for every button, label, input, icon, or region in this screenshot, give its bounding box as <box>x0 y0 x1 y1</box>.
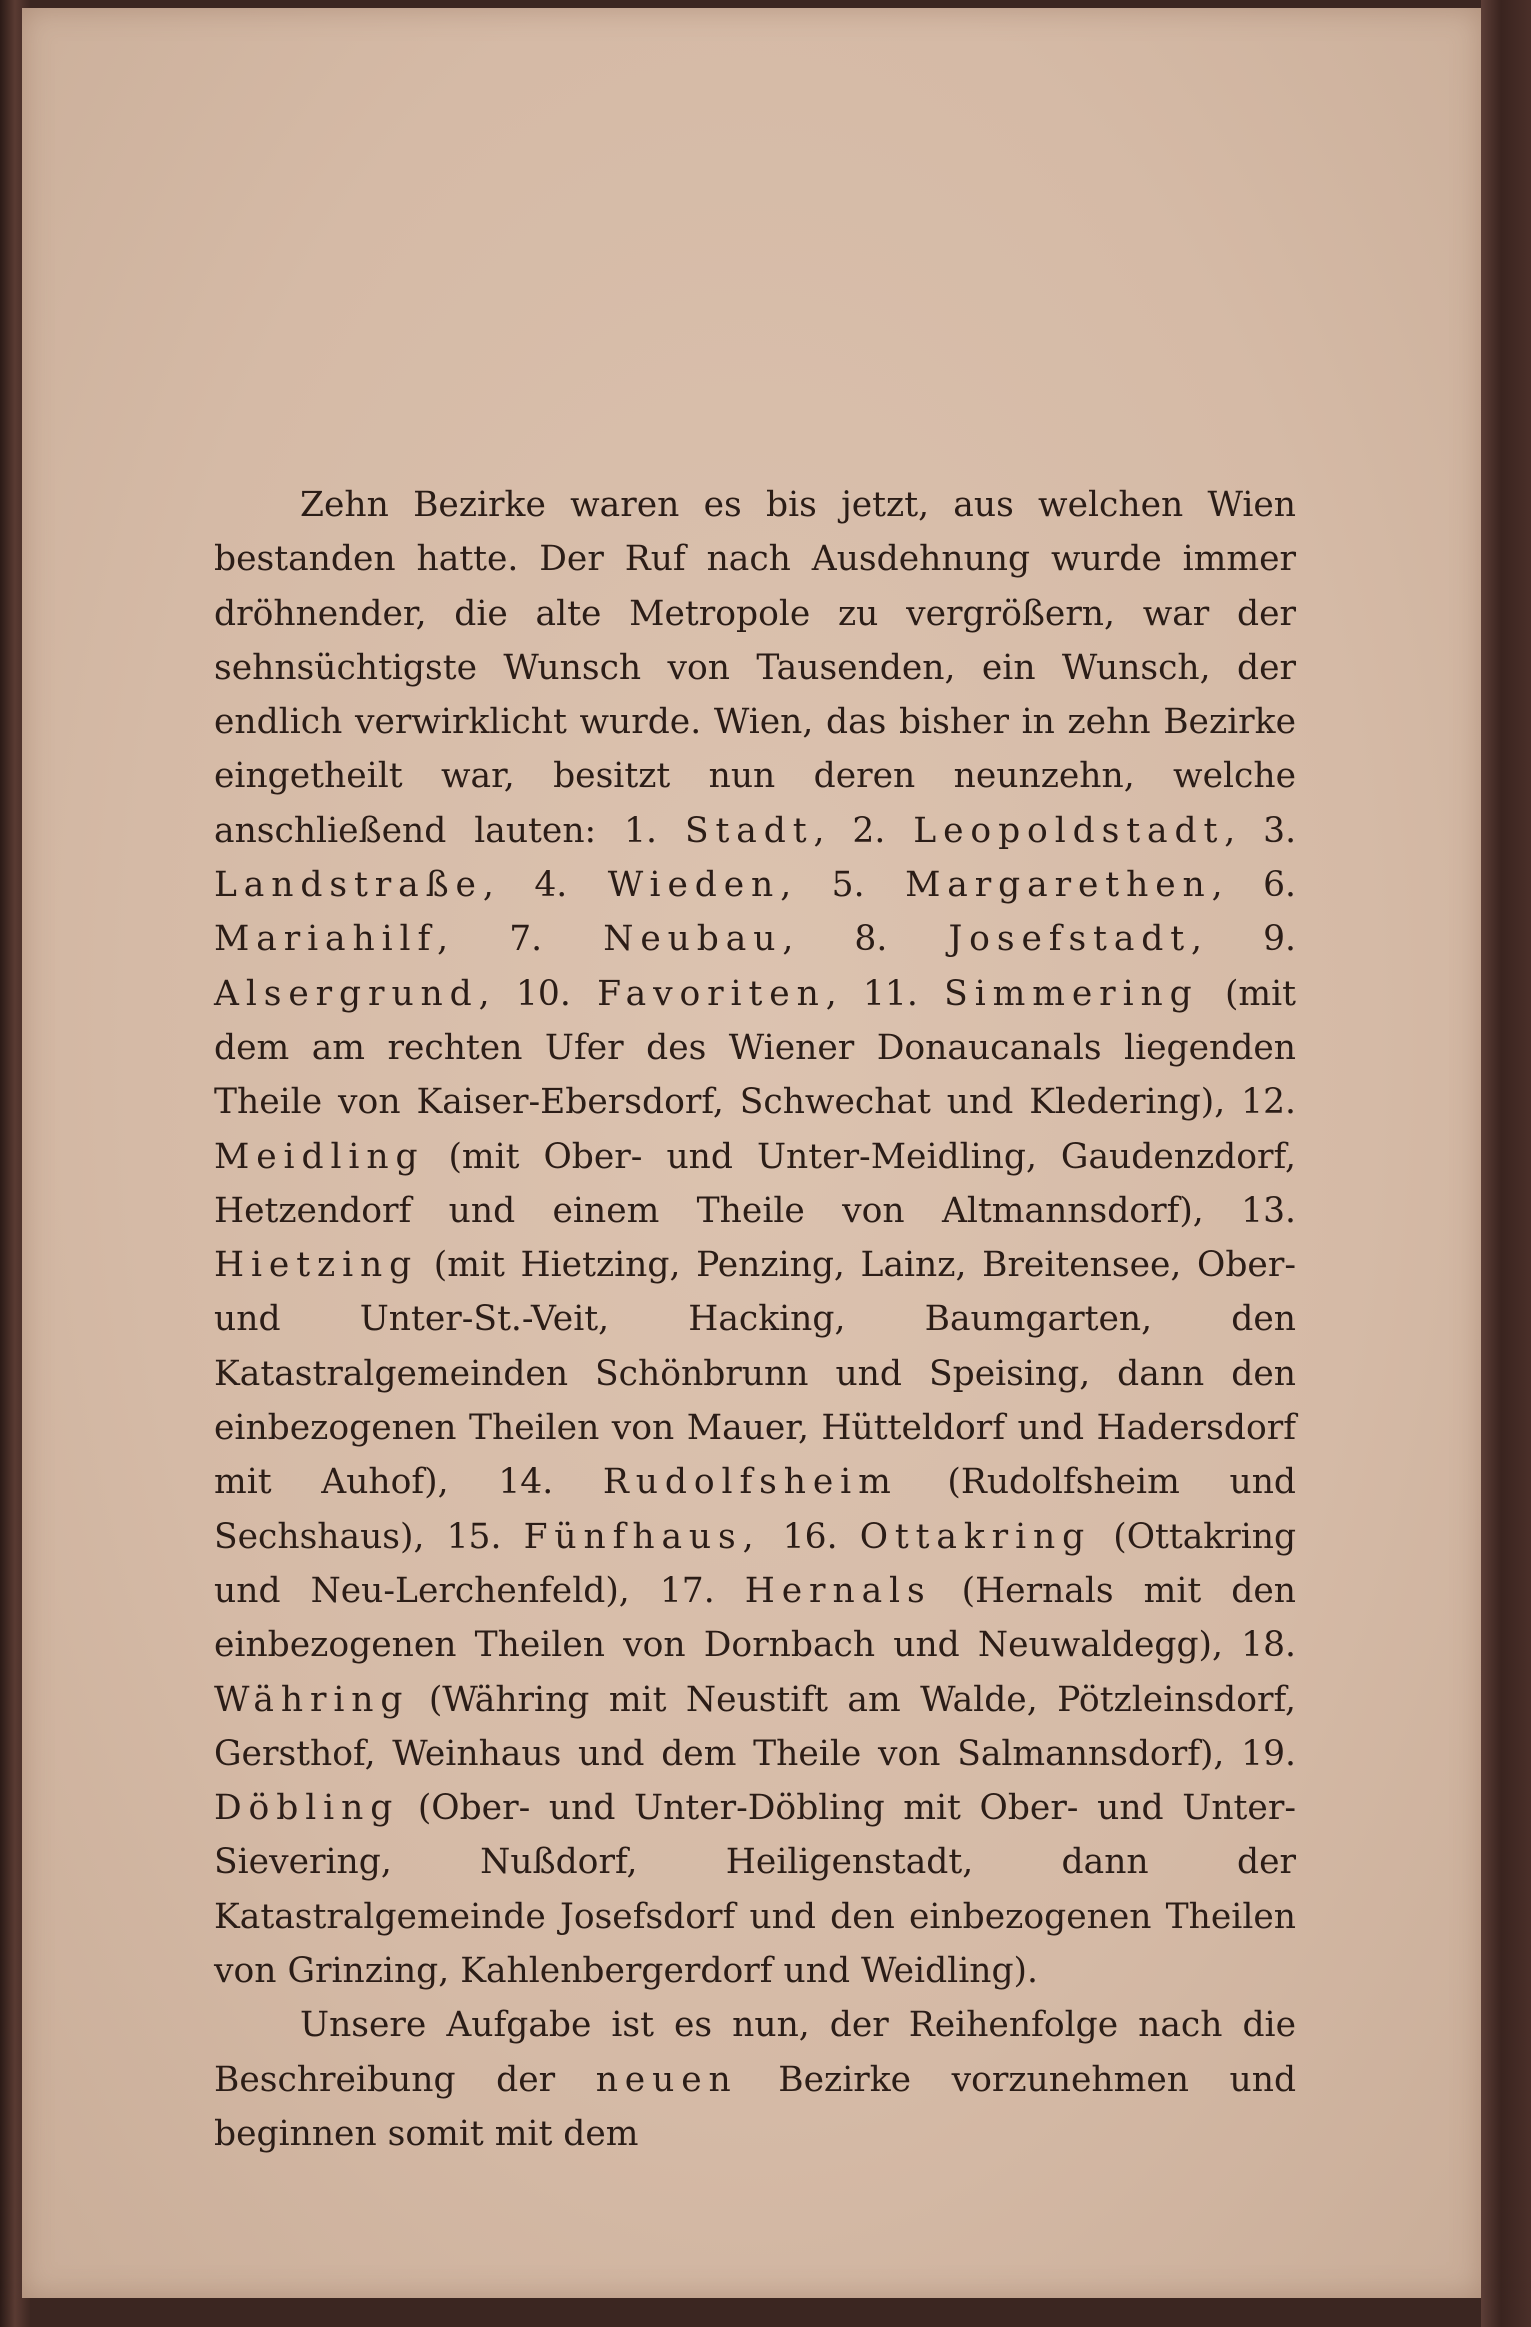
district-name: Simmering <box>944 973 1199 1014</box>
district-name: Leopoldstadt <box>913 810 1225 851</box>
task-text: Unsere Aufgabe ist es nun, der Reihenfolge nach die Beschreibung der <box>214 2005 1296 2100</box>
district-name: Alsergrund <box>214 973 479 1014</box>
district-number: 7. <box>509 919 543 960</box>
district-name: Ottakring <box>859 1516 1092 1557</box>
district-number: 19. <box>1241 1733 1296 1774</box>
district-number: 16. <box>782 1516 838 1557</box>
district-name: Favoriten <box>597 973 826 1014</box>
district-name: Döbling <box>214 1788 400 1829</box>
district-name: Mariahilf <box>214 919 438 960</box>
district-number: 14. <box>498 1462 554 1503</box>
district-name: Währing <box>214 1679 410 1720</box>
district-number: 17. <box>659 1570 715 1611</box>
district-number: 18. <box>1241 1625 1297 1666</box>
district-number: 15. <box>446 1516 502 1557</box>
intro-text: Zehn Bezirke waren es bis jetzt, aus welchen Wien bestanden hatte. Der Ruf nach Ausdehnung wurde immer dröhnender, die alte Metropole zu vergrößern, war der sehnsüchtigste Wunsch von Tausenden, ein Wunsch, der endlich verwirklicht wurde. Wien, das bisher in zehn Bezirke eingetheilt war, besitzt nun deren neunzehn, welche anschließend lauten: <box>214 485 1296 851</box>
paragraph-task <box>214 1998 1296 2161</box>
district-name: Rudolfsheim <box>602 1462 898 1503</box>
district-note: (mit Ober- und Unter-Meidling, Gaudenzdorf, Hetzendorf und einem Theile von Altmannsdorf), <box>214 1136 1297 1231</box>
district-note: (mit dem am rechten Ufer des Wiener Donaucanals liegenden Theile von Kaiser-Ebersdorf, Schwechat und Kledering), <box>214 973 1297 1123</box>
page-edge-right <box>1481 0 1531 2327</box>
district-number: 12. <box>1241 1082 1296 1123</box>
district-note: (mit Hietzing, Penzing, Lainz, Breitensee, Ober- und Unter-St.-Veit, Hacking, Baumgarten, den Katastralgemeinden Schönbrunn und Speising, dann den einbezogenen Theilen von Mauer, Hütteldorf und Hadersdorf mit Auhof), <box>214 1245 1296 1503</box>
paragraph-districts: Zehn Bezirke waren es bis jetzt, aus welchen Wien bestanden hatte. Der Ruf nach Ausdehnung wurde immer dröhnender, die alte Metropole zu vergrößern, war der sehnsüchtigste Wunsch von Tausenden, ein Wunsch, der endlich verwirklicht wurde. Wien, das bisher in zehn Bezirke eingetheilt war, besitzt nun deren neunzehn, welche anschließend lauten: 1. Stadt, 2. Leopoldstadt, 3. Landstraße, 4. Wieden, 5. Margarethen, 6. Mariahilf, 7. Neubau, 8. Josefstadt, 9. Alsergrund, 10. Favoriten, 11. Simmering (mit dem am rechten Ufer des Wiener Donaucanals liegenden Theile von Kaiser-Ebersdorf, Schwechat und Kledering), 12. Meidling (mit Ober- und Unter-Meidling, Gaudenzdorf, Hetzendorf und einem Theile von Altmannsdorf), 13. Hietzing (mit Hietzing, Penzing, Lainz, Breitensee, Ober- und Unter-St.-Veit, Hacking, Baumgarten, den Katastralgemeinden Schönbrunn und Speising, dann den einbezogenen Theilen von Mauer, Hütteldorf und Hadersdorf mit Auhof), 14. Rudolfsheim (Rudolfsheim und Sechshaus), 15. Fünfhaus, 16. Ottakring (Ottakring und Neu-Lerchenfeld), 17. Hernals (Hernals mit den einbezogenen Theilen von Dornbach und Neuwaldegg), 18. Währing (Währing mit Neustift am Walde, Pötzleinsdorf, Gersthof, Weinhaus und dem Theile von Salmannsdorf), 19. Döbling (Ober- und Unter-Döbling mit Ober- und Unter-Sievering, Nußdorf, Heiligenstadt, dann der Katastralgemeinde Josefsdorf und den einbezogenen Theilen von Grinzing, Kahlenbergerdorf und Weidling). <box>214 485 1297 1992</box>
district-number: 6. <box>1263 865 1297 906</box>
district-note: (Ottakring und Neu-Lerchenfeld), <box>214 1516 1297 1611</box>
district-note: (Währing mit Neustift am Walde, Pötzleinsdorf, Gersthof, Weinhaus und dem Theile von Salmannsdorf), <box>214 1679 1297 1774</box>
district-name: Stadt <box>684 810 814 851</box>
district-name: Wieden <box>607 865 781 906</box>
district-name: Margarethen <box>905 865 1212 906</box>
district-number: 2. <box>852 810 886 851</box>
district-name: Fünfhaus, <box>523 1516 761 1557</box>
district-name: Josefstadt <box>948 919 1192 960</box>
district-note: (Hernals mit den einbezogenen Theilen von Dornbach und Neuwaldegg), <box>214 1570 1297 1666</box>
district-number: 4. <box>534 865 568 906</box>
district-number: 3. <box>1263 810 1297 851</box>
district-note: (Rudolfsheim und Sechshaus), <box>214 1462 1297 1557</box>
body-text <box>214 478 1296 2161</box>
district-name: Landstraße <box>214 865 483 906</box>
district-number: 13. <box>1241 1190 1296 1231</box>
district-number: 9. <box>1263 919 1297 960</box>
district-note: (Ober- und Unter-Döbling mit Ober- und Unter-Sievering, Nußdorf, Heiligenstadt, dann der Katastralgemeinde Josefsdorf und den einbezogenen Theilen von Grinzing, Kahlenbergerdorf und Weidling). <box>214 1788 1296 1992</box>
district-number: 10. <box>515 973 571 1014</box>
district-name: Hernals <box>744 1570 932 1611</box>
district-name: Hietzing <box>214 1245 419 1286</box>
district-number: 11. <box>862 973 918 1014</box>
district-number: 5. <box>831 865 865 906</box>
district-name: Meidling <box>214 1136 425 1177</box>
district-number: 8. <box>854 919 888 960</box>
district-number: 1. <box>624 810 658 851</box>
emphasized-word: neuen <box>595 2059 738 2100</box>
district-name: Neubau <box>603 919 783 960</box>
task-text-end: Bezirke vorzunehmen und beginnen somit mit dem <box>214 2059 1297 2154</box>
